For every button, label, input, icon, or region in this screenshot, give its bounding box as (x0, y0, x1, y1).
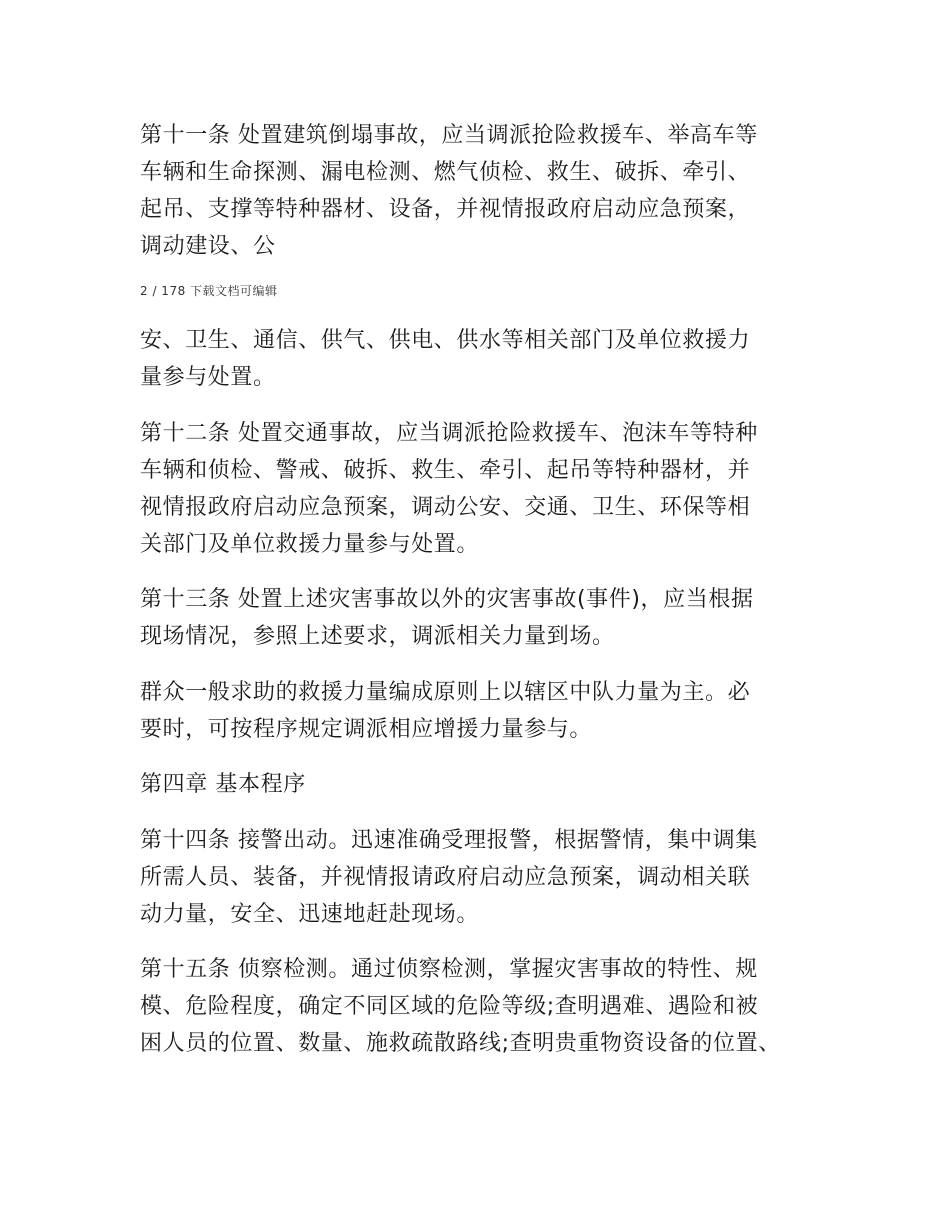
paragraph-article-12 (140, 415, 830, 563)
paragraph-article-13 (140, 581, 830, 655)
text-line: 调动建设、公 (140, 234, 276, 259)
chapter-heading (140, 766, 830, 803)
text-line: 量参与处置。 (140, 365, 276, 390)
text-line: 第十三条 处置上述灾害事故以外的灾害事故(事件)，应当根据 (140, 587, 754, 612)
page-footer: 2 / 178 下载文档可编辑 (140, 284, 278, 298)
paragraph-article-11 (140, 117, 830, 265)
text-line: 模、危险程度，确定不同区域的危险等级;查明遇难、遇险和被 (140, 994, 759, 1019)
text-line: 困人员的位置、数量、施救疏散路线;查明贵重物资设备的位置、 (140, 1031, 781, 1056)
paragraph-article-15 (140, 951, 830, 1062)
text-line: 安、卫生、通信、供气、供电、供水等相关部门及单位救援力 (140, 328, 751, 353)
text-line: 第四章 基本程序 (140, 772, 306, 797)
text-line: 车辆和生命探测、漏电检测、燃气侦检、救生、破拆、牵引、 (140, 160, 751, 185)
text-line: 起吊、支撑等特种器材、设备，并视情报政府启动应急预案， (140, 197, 751, 222)
text-line: 第十四条 接警出动。迅速准确受理报警，根据警情，集中调集 (140, 828, 758, 853)
text-line: 第十二条 处置交通事故，应当调派抢险救援车、泡沫车等特种 (140, 421, 758, 446)
text-line: 关部门及单位救援力量参与处置。 (140, 532, 480, 557)
text-line: 所需人员、装备，并视情报请政府启动应急预案，调动相关联 (140, 865, 751, 890)
text-line: 车辆和侦检、警戒、破拆、救生、牵引、起吊等特种器材，并 (140, 458, 751, 483)
paragraph-article-11-continued (140, 322, 830, 396)
text-line: 群众一般求助的救援力量编成原则上以辖区中队力量为主。必 (140, 680, 751, 705)
text-line: 第十一条 处置建筑倒塌事故，应当调派抢险救援车、举高车等 (140, 123, 758, 148)
paragraph-general-assistance (140, 674, 830, 748)
text-line: 视情报政府启动应急预案，调动公安、交通、卫生、环保等相 (140, 495, 751, 520)
text-line: 动力量，安全、迅速地赶赴现场。 (140, 902, 480, 927)
paragraph-article-14 (140, 822, 830, 933)
text-line: 第十五条 侦察检测。通过侦察检测，掌握灾害事故的特性、规 (140, 957, 758, 982)
text-line: 现场情况，参照上述要求，调派相关力量到场。 (140, 624, 615, 649)
text-line: 要时，可按程序规定调派相应增援力量参与。 (140, 717, 593, 742)
